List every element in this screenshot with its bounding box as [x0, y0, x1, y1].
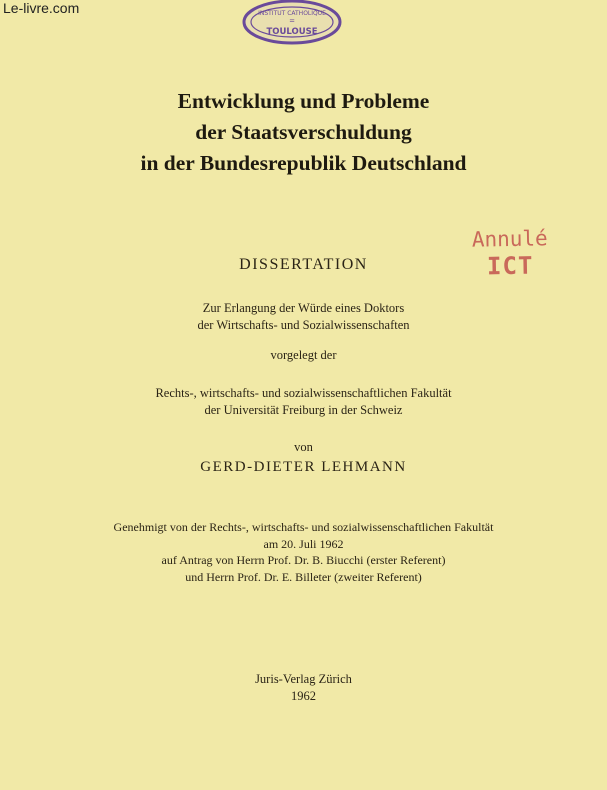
- document-title: [0, 86, 607, 179]
- submitted-to-label: vorgelegt der: [270, 348, 337, 362]
- dissertation-label: DISSERTATION: [239, 256, 368, 273]
- purpose-statement: [0, 300, 607, 334]
- publication-year: 1962: [291, 689, 316, 703]
- stamp-bottom-text: TOULOUSE: [266, 27, 318, 37]
- title-line-1: Entwicklung und Probleme: [177, 89, 430, 113]
- author-name: GERD-DIETER LEHMANN: [200, 459, 407, 475]
- watermark: Le-livre.com: [3, 0, 80, 16]
- publisher-name: Juris-Verlag Zürich: [255, 672, 352, 686]
- cancel-stamp-line1: Annulé: [471, 226, 548, 252]
- publisher-block: [0, 671, 607, 705]
- approval-line-2: am 20. Juli 1962: [263, 536, 344, 551]
- approval-line-3: auf Antrag von Herrn Prof. Dr. B. Biucchi (erster Referent): [161, 553, 446, 567]
- stamp-top-text: INSTITUT CATHOLIQUE: [258, 10, 326, 17]
- cancel-stamp-line2: ICT: [486, 251, 534, 281]
- svg-text:=: =: [289, 17, 295, 25]
- approval-statement: [0, 519, 607, 585]
- title-line-2: der Staatsverschuldung: [195, 120, 412, 144]
- library-stamp: [240, 0, 344, 48]
- approval-line-4: und Herrn Prof. Dr. E. Billeter (zweiter Referent): [185, 569, 422, 584]
- library-stamp-graphic: [240, 0, 344, 48]
- title-line-3: in der Bundesrepublik Deutschland: [140, 151, 467, 175]
- faculty-line-1: Rechts-, wirtschafts- und sozialwissenschaftlichen Fakultät: [155, 386, 452, 400]
- purpose-line-1: Zur Erlangung der Würde eines Doktors: [202, 301, 405, 315]
- faculty-line-2: der Universität Freiburg in der Schweiz: [204, 403, 403, 417]
- by-label: von: [294, 440, 313, 454]
- purpose-line-2: der Wirtschafts- und Sozialwissenschaften: [197, 318, 410, 332]
- faculty-name: [0, 385, 607, 419]
- approval-line-1: Genehmigt von der Rechts-, wirtschafts- und sozialwissenschaftlichen Fakultät: [113, 520, 494, 534]
